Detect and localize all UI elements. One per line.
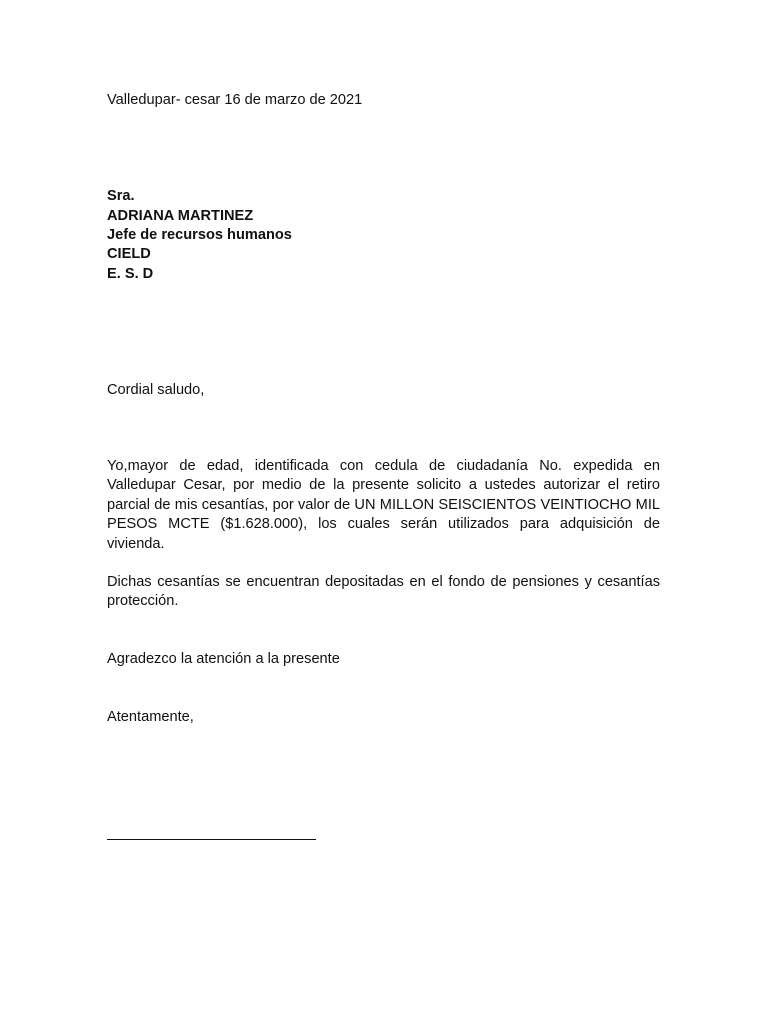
body-paragraph-2: Dichas cesantías se encuentran depositadas en el fondo de pensiones y cesantías protección.	[107, 574, 660, 610]
recipient-position: Jefe de recursos humanos	[107, 227, 292, 243]
thanks-line: Agradezco la atención a la presente	[107, 651, 340, 667]
body-paragraph-1: Yo,mayor de edad, identificada con cedula de ciudadanía No. expedida en Valledupar Cesar, por medio de la presente solicito a ustedes autorizar el retiro parcial de mis cesantías, por valor de UN MILLON SEISCIENTOS VEINTIOCHO MIL PESOS MCTE ($1.628.000), los cuales serán utilizados para adquisición de vivienda.	[107, 458, 660, 552]
recipient-company: CIELD	[107, 246, 151, 262]
greeting: Cordial saludo,	[107, 382, 205, 398]
recipient-title: Sra.	[107, 188, 135, 204]
signature-line	[107, 839, 316, 840]
closing-line: Atentamente,	[107, 709, 194, 725]
recipient-name: ADRIANA MARTINEZ	[107, 208, 254, 224]
recipient-esd: E. S. D	[107, 266, 154, 282]
date-line: Valledupar- cesar 16 de marzo de 2021	[107, 92, 363, 108]
